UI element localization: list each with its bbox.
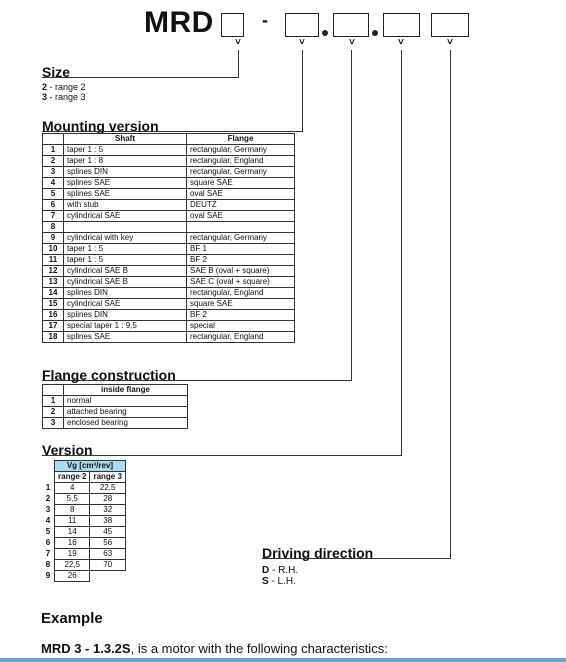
shaft-cell: taper 1 : 5 <box>64 145 187 156</box>
shaft-cell: splines DIN <box>64 167 187 178</box>
size-box <box>221 13 244 37</box>
direction-text: - R.H. <box>269 565 299 576</box>
size-title: Size <box>42 64 71 80</box>
flange-cell: rectangular, England <box>187 332 295 343</box>
shaft-cell: splines DIN <box>64 310 187 321</box>
range2-cell: 19 <box>55 549 90 560</box>
flange-cell: rectangular, England <box>187 156 295 167</box>
table-row <box>43 418 188 429</box>
row-number: 18 <box>43 332 64 343</box>
table-row <box>43 321 295 332</box>
example-code: MRD 3 - 1.3.2S <box>41 641 131 656</box>
mounting-title: Mounting version <box>42 118 159 134</box>
row-number: 4 <box>42 516 55 527</box>
size-code: 3 <box>42 92 48 102</box>
construction-cell: attached bearing <box>64 407 188 418</box>
leader-line <box>450 50 451 558</box>
row-number: 3 <box>43 167 64 178</box>
driving-direction-title: Driving direction <box>262 545 374 561</box>
table-header-cell: Flange <box>187 134 295 145</box>
row-number: 10 <box>43 244 64 255</box>
table-header-row <box>42 461 125 472</box>
shaft-cell: cylindrical SAE B <box>64 277 187 288</box>
table-header-row <box>42 472 125 483</box>
table-header-cell <box>42 461 55 472</box>
construction-cell: enclosed bearing <box>64 418 188 429</box>
flange-cell: DEUTZ <box>187 200 295 211</box>
range3-cell: 22,5 <box>90 483 125 494</box>
flange-cell <box>187 222 295 233</box>
direction-code: D <box>262 565 270 576</box>
table-row <box>43 332 295 343</box>
table-header-cell: Vg [cm³/rev] <box>55 461 126 472</box>
bottom-bar <box>0 658 566 662</box>
shaft-cell: cylindrical SAE B <box>64 266 187 277</box>
row-number: 1 <box>43 145 64 156</box>
direction-item <box>262 566 298 576</box>
range3-cell <box>90 571 125 582</box>
direction-item <box>262 577 296 587</box>
row-number: 6 <box>43 200 64 211</box>
table-row <box>42 571 125 582</box>
flange-cell: rectangular, England <box>187 288 295 299</box>
flange-cell: BF 1 <box>187 244 295 255</box>
table-header-cell: range 3 <box>90 472 125 483</box>
table-header-cell <box>42 472 55 483</box>
row-number: 16 <box>43 310 64 321</box>
table-header-row <box>43 134 295 145</box>
table-header-cell <box>43 134 64 145</box>
shaft-cell: cylindrical with key <box>64 233 187 244</box>
size-item <box>42 82 86 92</box>
shaft-cell: splines SAE <box>64 178 187 189</box>
table-row <box>43 255 295 266</box>
table-row <box>43 266 295 277</box>
flange-cell: rectangular, Germany <box>187 145 295 156</box>
flange-cell: SAE C (oval + square) <box>187 277 295 288</box>
table-row <box>43 233 295 244</box>
flange-table-body <box>43 396 188 429</box>
mounting-table <box>42 133 295 343</box>
flange-cell: BF 2 <box>187 255 295 266</box>
row-number: 14 <box>43 288 64 299</box>
range2-cell: 5,5 <box>55 494 90 505</box>
table-row <box>42 549 125 560</box>
table-row <box>43 189 295 200</box>
separator-dot <box>372 30 378 36</box>
flange-box <box>333 13 369 37</box>
direction-text: - L.H. <box>268 576 296 587</box>
table-row <box>43 396 188 407</box>
row-number: 5 <box>43 189 64 200</box>
leader-line <box>238 50 239 77</box>
leader-line <box>351 50 352 380</box>
row-number: 12 <box>43 266 64 277</box>
shaft-cell: taper 1 : 5 <box>64 255 187 266</box>
chevron-down-icon: ˅ <box>235 37 241 48</box>
table-row <box>43 178 295 189</box>
range2-cell: 16 <box>55 538 90 549</box>
size-code: 2 <box>42 82 48 92</box>
leader-line <box>42 455 402 456</box>
row-number: 9 <box>42 571 55 582</box>
code-dash: - <box>262 10 268 30</box>
shaft-cell: splines DIN <box>64 288 187 299</box>
row-number: 11 <box>43 255 64 266</box>
shaft-cell: with stub <box>64 200 187 211</box>
flange-cell: oval SAE <box>187 211 295 222</box>
row-number: 3 <box>43 418 64 429</box>
leader-line <box>401 50 402 455</box>
flange-cell: BF 2 <box>187 310 295 321</box>
flange-cell: square SAE <box>187 178 295 189</box>
table-header-cell <box>43 385 64 396</box>
construction-cell: normal <box>64 396 188 407</box>
flange-construction-table <box>42 384 188 429</box>
table-row <box>42 527 125 538</box>
range3-cell: 32 <box>90 505 125 516</box>
range2-cell: 14 <box>55 527 90 538</box>
size-item <box>42 92 86 102</box>
table-row <box>43 145 295 156</box>
range3-cell: 63 <box>90 549 125 560</box>
shaft-cell: splines SAE <box>64 332 187 343</box>
separator-dot <box>322 30 328 36</box>
flange-cell: SAE B (oval + square) <box>187 266 295 277</box>
row-number: 15 <box>43 299 64 310</box>
chevron-down-icon: ˅ <box>447 37 453 48</box>
flange-construction-title: Flange construction <box>42 367 176 383</box>
flange-cell: special <box>187 321 295 332</box>
table-row <box>43 156 295 167</box>
row-number: 2 <box>43 156 64 167</box>
table-row <box>43 310 295 321</box>
range2-cell: 22,5 <box>55 560 90 571</box>
shaft-cell: taper 1 : 8 <box>64 156 187 167</box>
size-text: - range 3 <box>47 92 86 102</box>
row-number: 6 <box>42 538 55 549</box>
example-title: Example <box>41 610 103 627</box>
row-number: 2 <box>42 494 55 505</box>
row-number: 9 <box>43 233 64 244</box>
version-table <box>42 460 126 582</box>
range2-cell: 8 <box>55 505 90 516</box>
flange-cell: oval SAE <box>187 189 295 200</box>
table-row <box>43 299 295 310</box>
flange-cell: rectangular, Germany <box>187 167 295 178</box>
range2-cell: 4 <box>55 483 90 494</box>
row-number: 13 <box>43 277 64 288</box>
shaft-cell: taper 1 : 5 <box>64 244 187 255</box>
shaft-cell <box>64 222 187 233</box>
row-number: 17 <box>43 321 64 332</box>
flange-cell: rectangular, Germany <box>187 233 295 244</box>
row-number: 7 <box>42 549 55 560</box>
leader-line <box>302 50 303 132</box>
table-row <box>43 211 295 222</box>
shaft-cell: cylindrical SAE <box>64 211 187 222</box>
table-row <box>43 200 295 211</box>
table-row <box>42 483 125 494</box>
table-row <box>43 222 295 233</box>
table-row <box>42 494 125 505</box>
version-table-body <box>42 483 125 582</box>
direction-box <box>431 13 469 37</box>
table-row <box>42 560 125 571</box>
chevron-down-icon: ˅ <box>349 37 355 48</box>
table-row <box>43 277 295 288</box>
row-number: 7 <box>43 211 64 222</box>
direction-code: S <box>262 576 269 587</box>
row-number: 2 <box>43 407 64 418</box>
size-text: - range 2 <box>47 82 86 92</box>
model-code: MRD <box>144 6 214 39</box>
table-row <box>43 288 295 299</box>
table-header-cell: Shaft <box>64 134 187 145</box>
chevron-down-icon: ˅ <box>299 37 305 48</box>
row-number: 8 <box>43 222 64 233</box>
table-header-cell: inside flange <box>64 385 188 396</box>
row-number: 1 <box>42 483 55 494</box>
row-number: 4 <box>43 178 64 189</box>
table-row <box>43 244 295 255</box>
table-header-cell: range 2 <box>55 472 90 483</box>
table-row <box>43 407 188 418</box>
range2-cell: 26 <box>55 571 90 582</box>
range3-cell: 38 <box>90 516 125 527</box>
version-box <box>383 13 420 37</box>
table-row <box>42 516 125 527</box>
example-text <box>41 641 388 656</box>
table-row <box>42 505 125 516</box>
shaft-cell: splines SAE <box>64 189 187 200</box>
version-title: Version <box>42 442 93 458</box>
range3-cell: 56 <box>90 538 125 549</box>
chevron-down-icon: ˅ <box>398 37 404 48</box>
range3-cell: 70 <box>90 560 125 571</box>
flange-cell: square SAE <box>187 299 295 310</box>
table-header-row <box>43 385 188 396</box>
row-number: 1 <box>43 396 64 407</box>
leader-line <box>42 77 239 78</box>
row-number: 8 <box>42 560 55 571</box>
range2-cell: 11 <box>55 516 90 527</box>
table-row <box>42 538 125 549</box>
row-number: 5 <box>42 527 55 538</box>
mounting-box <box>285 13 319 37</box>
table-row <box>43 167 295 178</box>
shaft-cell: special taper 1 : 9,5 <box>64 321 187 332</box>
example-description: , is a motor with the following characteristics: <box>130 641 388 656</box>
row-number: 3 <box>42 505 55 516</box>
range3-cell: 45 <box>90 527 125 538</box>
mounting-table-body <box>43 145 295 343</box>
range3-cell: 28 <box>90 494 125 505</box>
shaft-cell: cylindrical SAE <box>64 299 187 310</box>
